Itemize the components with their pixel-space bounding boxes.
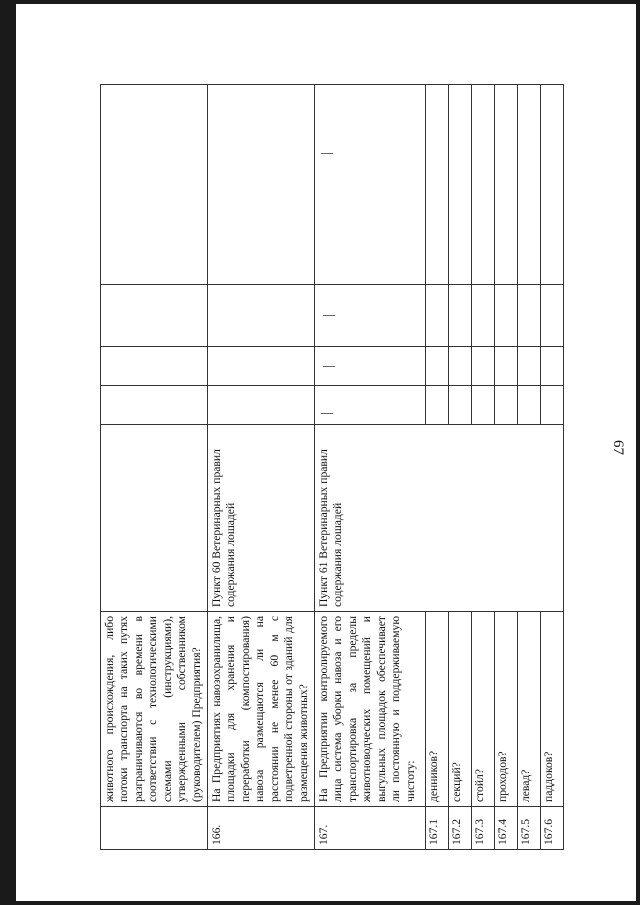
- answer-no-cell: [518, 347, 541, 386]
- answer-yes-cell: [101, 386, 208, 425]
- answer-no-cell: [315, 347, 426, 386]
- answer-yes-cell: [208, 386, 315, 425]
- row-number: 166.: [208, 807, 315, 850]
- notes-cell: [315, 85, 426, 285]
- row-number: 167.2: [449, 807, 472, 850]
- answer-na-cell: [426, 285, 449, 347]
- pen-mark: [321, 413, 333, 414]
- answer-no-cell: [472, 347, 495, 386]
- row-number: 167.3: [472, 807, 495, 850]
- answer-no-cell: [101, 347, 208, 386]
- question-cell: На Предприятиях навозохранилища, площадки для хранения и переработки (компостирования) навоза размещаются ли на расстоянии не менее 60 м с подветренной стороны от зданий для размещения животных?: [208, 612, 315, 807]
- scan-border-right: [636, 0, 640, 905]
- rotated-table-wrapper: [100, 85, 560, 850]
- answer-no-cell: [208, 347, 315, 386]
- answer-na-cell: [208, 285, 315, 347]
- question-cell: секций?: [449, 612, 472, 807]
- scan-border-bottom: [0, 901, 640, 905]
- question-cell: проходов?: [495, 612, 518, 807]
- notes-cell: [208, 85, 315, 285]
- question-cell: животного происхождения, либо потоки транспорта на таких путях разграничиваются во времени в соответствии с технологическими схемами (инструкциями), утвержденными собственником (руководителем) Предприятия?: [101, 612, 208, 807]
- answer-na-cell: [449, 285, 472, 347]
- table-row: [315, 85, 426, 850]
- answer-no-cell: [426, 347, 449, 386]
- notes-cell: [101, 85, 208, 285]
- answer-na-cell: [472, 285, 495, 347]
- notes-cell: [541, 85, 564, 285]
- pen-mark: [323, 315, 335, 316]
- answer-na-cell: [495, 285, 518, 347]
- row-number: [101, 807, 208, 850]
- scan-border-left: [0, 0, 16, 905]
- answer-yes-cell: [449, 386, 472, 425]
- pen-mark: [321, 153, 333, 154]
- row-number: 167.5: [518, 807, 541, 850]
- notes-cell: [472, 85, 495, 285]
- answer-yes-cell: [495, 386, 518, 425]
- notes-cell: [518, 85, 541, 285]
- answer-yes-cell: [426, 386, 449, 425]
- question-cell: На Предприятии контролируемого лица система уборки навоза и его транспортировка за пределы животноводческих помещений и выгульных площадок обеспечивает ли постоянную и поддерживаемую чистоту:: [315, 612, 426, 807]
- answer-na-cell: [541, 285, 564, 347]
- question-cell: стойл?: [472, 612, 495, 807]
- table-row: [208, 85, 315, 850]
- reference-cell: [101, 425, 208, 612]
- row-number: 167.6: [541, 807, 564, 850]
- row-number: 167.1: [426, 807, 449, 850]
- answer-no-cell: [449, 347, 472, 386]
- notes-cell: [449, 85, 472, 285]
- question-cell: левад?: [518, 612, 541, 807]
- answer-na-cell: [518, 285, 541, 347]
- question-cell: паддоков?: [541, 612, 564, 807]
- scan-border-top: [0, 0, 640, 4]
- answer-yes-cell: [472, 386, 495, 425]
- answer-na-cell: [315, 285, 426, 347]
- pen-mark: [323, 366, 335, 367]
- answer-na-cell: [101, 285, 208, 347]
- reference-cell: Пункт 61 Ветеринарных правил содержания лошадей: [315, 425, 564, 612]
- checklist-table: [100, 84, 564, 850]
- row-number: 167.4: [495, 807, 518, 850]
- answer-no-cell: [541, 347, 564, 386]
- notes-cell: [495, 85, 518, 285]
- row-number: 167.: [315, 807, 426, 850]
- reference-cell: Пункт 60 Ветеринарных правил содержания лошадей: [208, 425, 315, 612]
- question-cell: денников?: [426, 612, 449, 807]
- answer-yes-cell: [518, 386, 541, 425]
- table-row: [101, 85, 208, 850]
- answer-yes-cell: [541, 386, 564, 425]
- answer-no-cell: [495, 347, 518, 386]
- answer-yes-cell: [315, 386, 426, 425]
- notes-cell: [426, 85, 449, 285]
